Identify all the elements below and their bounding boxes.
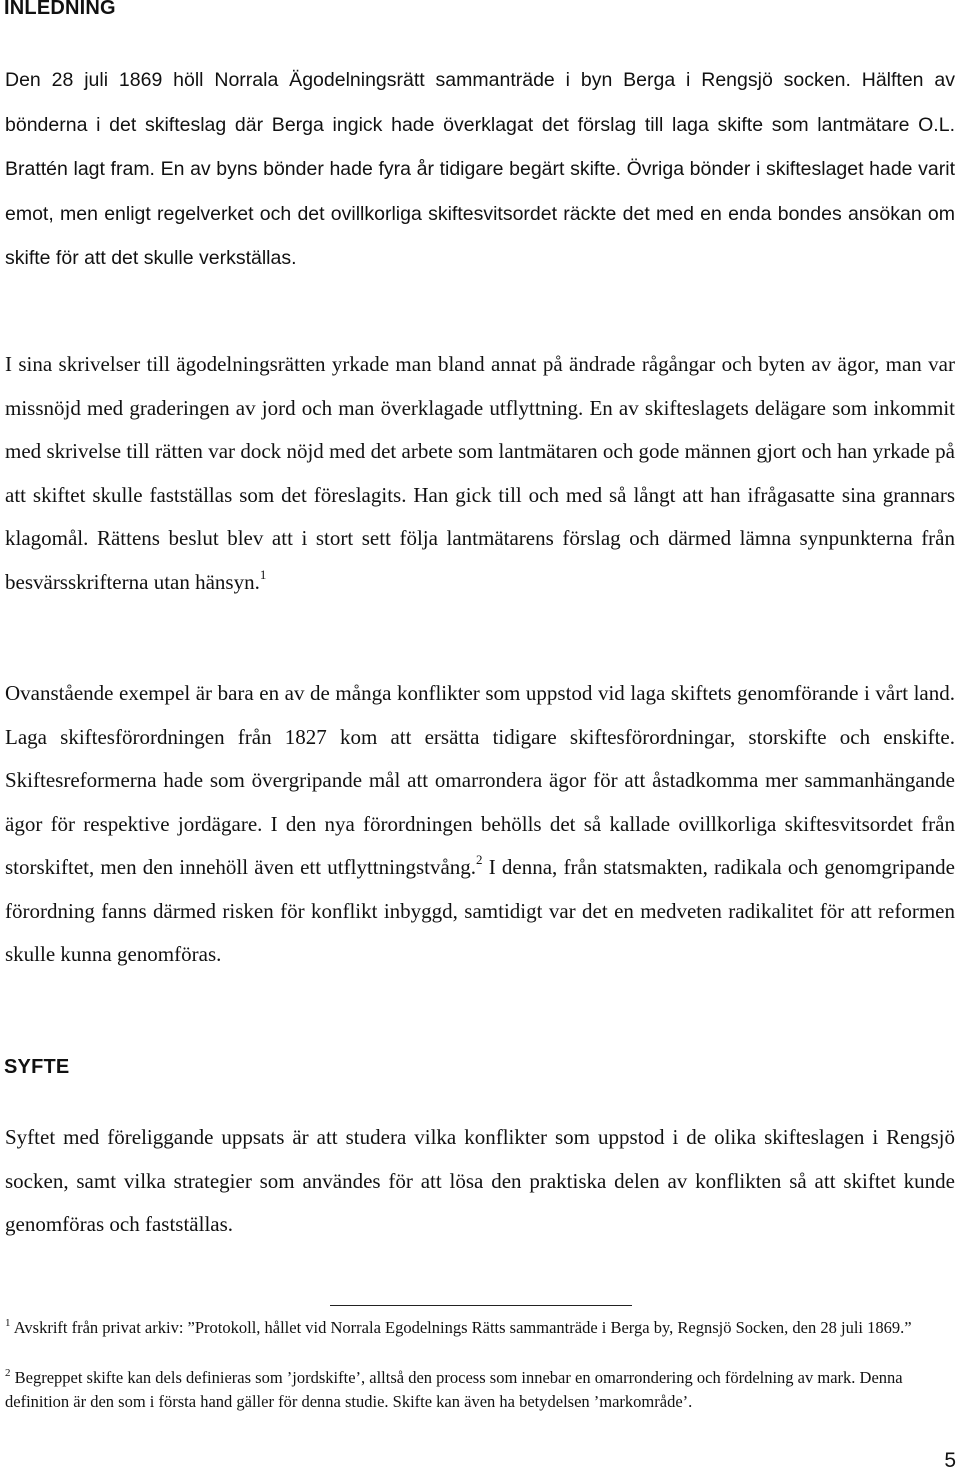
- body-paragraph: [5, 343, 955, 604]
- footnote-number: 1: [5, 1316, 11, 1329]
- footnote-number: 2: [5, 1366, 11, 1379]
- footnote: [5, 1316, 945, 1340]
- paragraph-text: I sina skrivelser till ägodelningsrätten yrkade man bland annat på ändrade rågångar och byten av ägor, man var missnöjd med graderingen av jord och man överklagade utflyttning.: [5, 352, 955, 420]
- paragraph-text: En av skifteslagets delägare som inkommit med skrivelse till rätten var dock nöjd med det arbete som lantmätaren och gode männen gjort och han yrkade på att skiftet skulle fastställas som det föreslagits. Han gick till och med så långt att han ifrågasatte sina grannars klagomål. Rättens beslut blev att i stort sett följa lantmätarens förslag och därmed lämna synpunkterna från besvärsskrifterna utan hänsyn.: [5, 395, 956, 594]
- footnote: [5, 1366, 945, 1414]
- paragraph-text: En av byns bönder hade fyra år tidigare begärt skifte. Övriga bönder i skifteslaget hade varit emot, men enligt regelverket och det ovillkorliga skiftesvitsordet räckte det med en enda bondes ansökan om skifte för att det skulle verkställas.: [5, 158, 955, 269]
- paragraph-text: I denna, från statsmakten, radikala och genomgripande förordning fanns därmed risken för konflikt inbyggd, samtidigt var det en medveten radikalitet för att reformen skulle kunna genomföras.: [5, 855, 955, 966]
- section-heading-introduction: INLEDNING: [4, 0, 116, 19]
- body-paragraph: [5, 58, 955, 281]
- section-heading-purpose: SYFTE: [4, 1056, 70, 1078]
- footnote-text: Begreppet skifte kan dels definieras som ’jordskifte’, alltså den process som innebar en omarrondering och fördelning av mark. Denna definition är den som i första hand gäller för denna studie. Skifte kan även ha betydelsen ’markområde’.: [5, 1368, 903, 1411]
- footnote-reference[interactable]: 2: [476, 852, 483, 867]
- footnote-separator: [330, 1305, 632, 1306]
- page-number: 5: [944, 1449, 956, 1472]
- footnote-text: Avskrift från privat arkiv: ”Protokoll, hållet vid Norrala Egodelnings Rätts sammanträde i Berga by, Regnsjö Socken, den 28 juli 1869.”: [13, 1318, 912, 1337]
- body-paragraph: Syftet med föreliggande uppsats är att studera vilka konflikter som uppstod i de olika skifteslagen i Rengsjö socken, samt vilka strategier som användes för att lösa den praktiska delen av konflikten så att skiftet kunde genomföras och fastställas.: [5, 1125, 955, 1236]
- paragraph-text: Den 28 juli 1869 höll Norrala Ägodelningsrätt sammanträde i byn Berga i Rengsjö socken. Hälften av bönderna i det skifteslag där Berga ingick hade överklagat det förslag till laga skifte som lantmätare O.L. Brattén lagt fram.: [5, 69, 955, 180]
- paragraph-text: Ovanstående exempel är bara en av de många konflikter som uppstod vid laga skiftets genomförande i vårt land. Laga skiftesförordningen från 1827 kom att ersätta tidigare skiftesförordningar, storskifte och enskifte. Skiftesreformerna hade som övergripande mål att omarrondera ägor för att åstadkomma mer sammanhängande ägor för respektive jordägare. I den nya förordningen behölls det så kallade ovillkorliga skiftesvitsordet från storskiftet, men den innehöll även ett utflyttningstvång.: [5, 681, 955, 879]
- footnote-reference[interactable]: 1: [259, 566, 267, 582]
- body-paragraph: [5, 672, 955, 977]
